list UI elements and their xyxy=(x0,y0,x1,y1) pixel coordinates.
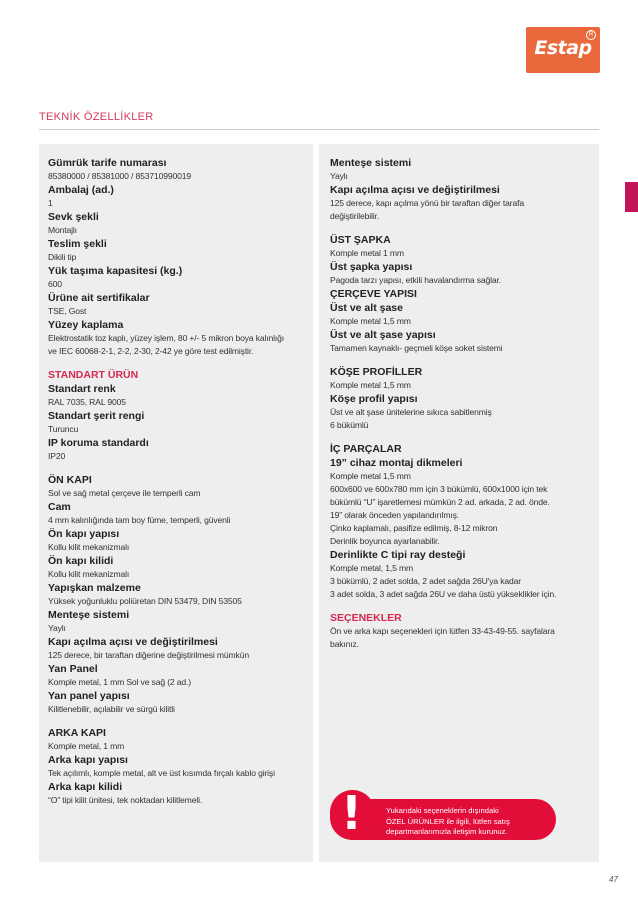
spec-heading: Yapışkan malzeme xyxy=(48,582,141,594)
notice-line-1: Yukarıdaki seçeneklerin dışındaki xyxy=(386,806,499,815)
spec-value: Kollu kilit mekanizmalı xyxy=(48,542,130,552)
spec-value: 85380000 / 85381000 / 853710990019 xyxy=(48,171,192,181)
spec-heading: Arka kapı kilidi xyxy=(48,781,123,793)
spacer xyxy=(48,463,305,473)
spec-heading: Standart renk xyxy=(48,383,116,395)
notice-line-3: departmanlarımızla iletişim kurunuz. xyxy=(386,827,508,836)
spec-value: Kilitlenebilir, açılabilir ve sürgü kilitli xyxy=(48,704,175,714)
spec-heading: Arka kapı yapısı xyxy=(48,754,128,766)
spec-heading: Üst şapka yapısı xyxy=(330,261,413,273)
spec-heading: Yan panel yapısı xyxy=(48,690,130,702)
spec-heading: Teslim şekli xyxy=(48,238,107,250)
spec-value: Komple metal 1,5 mm xyxy=(330,316,411,326)
spec-value: Derinlik boyunca ayarlanabilir. xyxy=(330,536,440,546)
spec-heading: Menteşe sistemi xyxy=(330,157,412,169)
right-spec-panel xyxy=(319,144,599,862)
spec-value: “O” tipi kilit ünitesi, tek noktadan kilitlemeli. xyxy=(48,795,203,805)
spec-value: Sol ve sağ metal çerçeve ile temperli cam xyxy=(48,488,201,498)
spacer xyxy=(48,716,305,726)
spec-heading: Ürüne ait sertifikalar xyxy=(48,292,150,304)
notice-box xyxy=(334,786,556,840)
side-page-tab xyxy=(625,182,638,212)
page-number: 47 xyxy=(609,875,618,884)
spec-heading: ÇERÇEVE YAPISI xyxy=(330,288,417,300)
spec-heading: Üst ve alt şase yapısı xyxy=(330,329,436,341)
section-title: TEKNİK ÖZELLİKLER xyxy=(39,111,154,123)
spec-value: Tek açılımlı, komple metal, alt ve üst kısımda fırçalı kablo girişi xyxy=(48,768,275,778)
spec-heading: Yüzey kaplama xyxy=(48,319,124,331)
spec-heading: ÖN KAPI xyxy=(48,474,92,486)
spec-value: Komple metal 1 mm xyxy=(330,248,404,258)
estap-logo xyxy=(526,27,600,73)
spec-value: Yaylı xyxy=(330,171,348,181)
spec-value: Kollu kilit mekanizmalı xyxy=(48,569,130,579)
spec-value: Komple metal, 1,5 mm xyxy=(330,563,413,573)
spec-heading: 19” cihaz montaj dikmeleri xyxy=(330,457,463,469)
section-heading: STANDART ÜRÜN xyxy=(48,369,139,381)
spec-value: Ön ve arka kapı seçenekleri için lütfen 33-43-49-55. sayfalara xyxy=(330,626,555,636)
spec-value: IP20 xyxy=(48,451,66,461)
spec-value: bakınız. xyxy=(330,639,359,649)
logo-text: Estap xyxy=(534,37,592,59)
exclamation-icon: ! xyxy=(341,786,362,840)
spec-heading: Gümrük tarife numarası xyxy=(48,157,167,169)
spec-value: 600x600 ve 600x780 mm için 3 bükümlü, 600x1000 için tek xyxy=(330,484,548,494)
spec-heading: Ön kapı kilidi xyxy=(48,555,114,567)
spec-heading: ARKA KAPI xyxy=(48,727,106,739)
spec-value: bükümlü “U” işaretlemesi mümkün 2 ad. arkada, 2 ad. önde. xyxy=(330,497,550,507)
spacer xyxy=(330,601,591,611)
spec-value: 3 adet solda, 3 adet sağda 26U ve daha üstü yükseklikler için. xyxy=(330,589,557,599)
spec-value: 6 bükümlü xyxy=(330,420,369,430)
spec-heading: KÖŞE PROFİLLER xyxy=(330,366,423,378)
spec-value: 600 xyxy=(48,279,62,289)
spec-heading: Ambalaj (ad.) xyxy=(48,184,114,196)
spec-heading: Yük taşıma kapasitesi (kg.) xyxy=(48,265,183,277)
spec-value: Yüksek yoğunluklu poliüretan DIN 53479, DIN 53505 xyxy=(48,596,242,606)
spec-value: 4 mm kalınlığında tam boy füme, temperli, güvenli xyxy=(48,515,231,525)
spec-value: değiştirilebilir. xyxy=(330,211,380,221)
spacer xyxy=(330,432,591,442)
spec-value: Dikili tip xyxy=(48,252,77,262)
spec-value: Yaylı xyxy=(48,623,66,633)
spec-value: RAL 7035, RAL 9005 xyxy=(48,397,126,407)
spec-heading: Standart şerit rengi xyxy=(48,410,145,422)
spec-value: Elektrostatik toz kaplı, yüzey işlem, 80 +/- 5 mikron boya kalınlığı xyxy=(48,333,285,343)
spec-heading: Kapı açılma açısı ve değiştirilmesi xyxy=(48,636,218,648)
spec-value: ve IEC 60068-2-1, 2-2, 2-30, 2-42 ye göre test edilmiştir. xyxy=(48,346,254,356)
notice-line-2: ÖZEL ÜRÜNLER ile ilgili, lütfen satış xyxy=(386,816,510,826)
spec-heading: Cam xyxy=(48,501,71,513)
spec-heading: Derinlikte C tipi ray desteği xyxy=(330,549,466,561)
spec-heading: Kapı açılma açısı ve değiştirilmesi xyxy=(330,184,500,196)
spec-heading: Menteşe sistemi xyxy=(48,609,130,621)
spec-value: Çinko kaplamalı, pasifize edilmiş, 8-12 mikron xyxy=(330,523,498,533)
spacer xyxy=(48,358,305,368)
spec-heading: Sevk şekli xyxy=(48,211,99,223)
spacer xyxy=(330,355,591,365)
spec-value: TSE, Gost xyxy=(48,306,87,316)
section-heading: SEÇENEKLER xyxy=(330,612,402,624)
spec-value: Tamamen kaynaklı- geçmeli köşe soket sistemi xyxy=(330,343,503,353)
spec-value: 125 derece, bir taraftan diğerine değiştirilmesi mümkün xyxy=(48,650,249,660)
spec-heading: IP koruma standardı xyxy=(48,437,149,449)
spec-heading: Ön kapı yapısı xyxy=(48,528,120,540)
left-spec-panel xyxy=(39,144,313,862)
notice-text xyxy=(386,806,552,838)
spec-value: Komple metal 1,5 mm xyxy=(330,380,411,390)
spec-value: Turuncu xyxy=(48,424,79,434)
title-divider xyxy=(39,129,599,130)
spec-heading: Yan Panel xyxy=(48,663,98,675)
spec-heading: ÜST ŞAPKA xyxy=(330,234,391,246)
spec-value: Komple metal, 1 mm Sol ve sağ (2 ad.) xyxy=(48,677,191,687)
spec-heading: İÇ PARÇALAR xyxy=(330,443,402,455)
spec-value: Komple metal, 1 mm xyxy=(48,741,125,751)
spec-value: Pagoda tarzı yapısı, etkili havalandırma sağlar. xyxy=(330,275,501,285)
spacer xyxy=(330,223,591,233)
spec-heading: Üst ve alt şase xyxy=(330,302,403,314)
registered-mark-icon: R xyxy=(586,30,596,40)
spec-heading: Köşe profil yapısı xyxy=(330,393,418,405)
spec-value: 19” olarak önceden yapılandırılmış. xyxy=(330,510,459,520)
spec-value: Üst ve alt şase ünitelerine sıkıca sabitlenmiş xyxy=(330,407,492,417)
spec-value: Montajlı xyxy=(48,225,77,235)
spec-value: 1 xyxy=(48,198,53,208)
spec-value: Komple metal 1,5 mm xyxy=(330,471,411,481)
spec-value: 125 derece, kapı açılma yönü bir taraftan diğer tarafa xyxy=(330,198,524,208)
spec-value: 3 bükümlü, 2 adet solda, 2 adet sağda 26U'ya kadar xyxy=(330,576,521,586)
